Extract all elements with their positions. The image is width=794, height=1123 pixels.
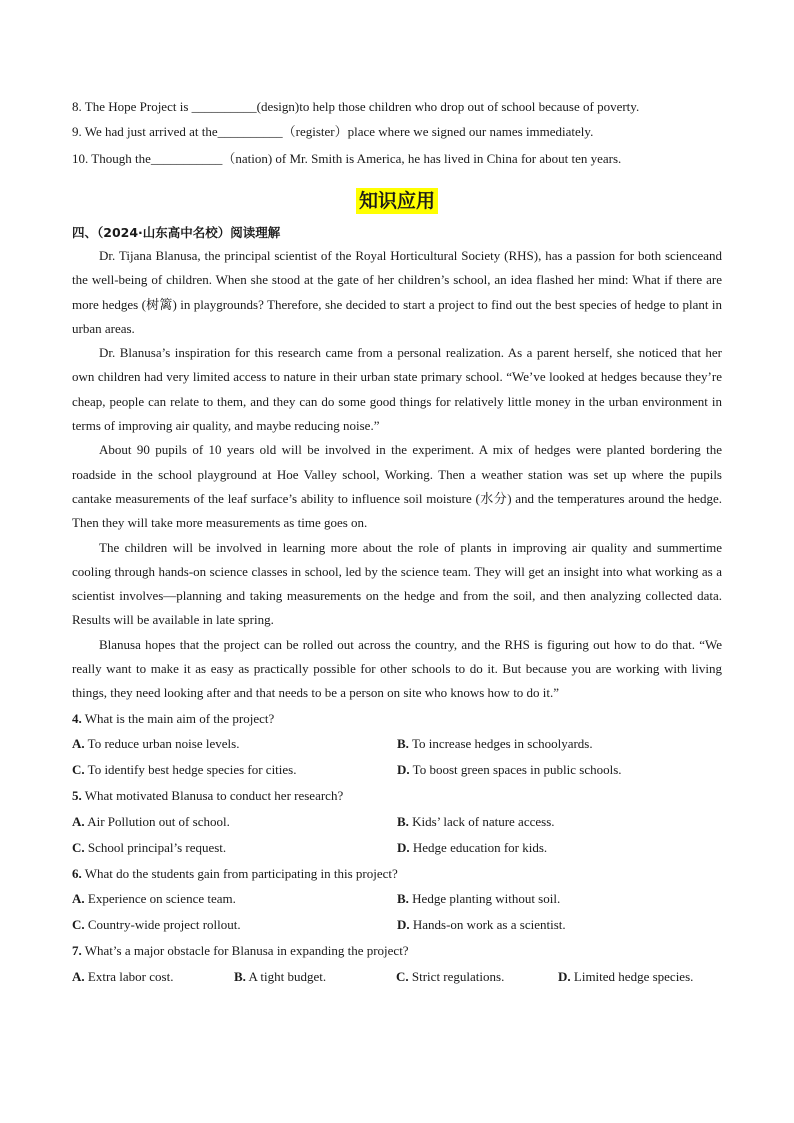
option-c[interactable]: C. To identify best hedge species for cities. [72, 762, 297, 778]
option-row [72, 964, 722, 990]
option-b[interactable]: B. Kids’ lack of nature access. [397, 813, 555, 829]
passage-paragraph: Dr. Blanusa’s inspiration for this research came from a personal realization. As a parent herself, she noticed that her own children had very limited access to nature in their urban state primary school. “We’ve looked at hedges because they’re cheap, people can relate to them, and they can do some good things for relatively little money in the urban environment in terms of improving air quality, and maybe reducing noise.” [72, 345, 722, 434]
question-stem: 7. What’s a major obstacle for Blanusa in expanding the project? [72, 943, 409, 959]
passage-paragraph: The children will be involved in learning more about the role of plants in improving air quality and summertime cooling through hands-on science classes in school, led by the science team. They will get an insight into what working as a scientist involves—planning and taking measurements on the hedge and from the soil, and then analyzing collected data. Results will be available in late spring. [72, 539, 722, 628]
option-d[interactable]: D. Hedge education for kids. [397, 839, 548, 855]
option-b[interactable]: B. To increase hedges in schoolyards. [397, 736, 593, 752]
option-a[interactable]: A. Air Pollution out of school. [72, 813, 230, 829]
question-stem: 4. What is the main aim of the project? [72, 710, 275, 726]
fill-blank-item-10: 10. Though the___________（nation) of Mr. Smith is America, he has lived in China for about ten years. [72, 151, 622, 166]
option-d[interactable]: D. Limited hedge species. [558, 968, 694, 984]
question-4 [72, 706, 722, 784]
option-b[interactable]: B. A tight budget. [234, 968, 327, 984]
option-a[interactable]: A. Extra labor cost. [72, 968, 174, 984]
fill-blank-item-9: 9. We had just arrived at the__________（register）place where we signed our names immediately. [72, 124, 594, 139]
section-banner [72, 188, 722, 218]
option-row [72, 757, 722, 783]
passage-paragraph: About 90 pupils of 10 years old will be involved in the experiment. A mix of hedges were planted bordering the roadside in the school playground at Hoe Valley school, Working. Then a weather station was set up where the pupils cantake measurements of the leaf surface’s ability to influence soil moisture (水分) and the temperatures around the hedge. Then they will take more measurements as time goes on. [72, 442, 722, 531]
option-row [72, 809, 722, 835]
option-c[interactable]: C. Strict regulations. [396, 968, 505, 984]
banner-title: 知识应用 [356, 188, 438, 214]
option-row [72, 886, 722, 912]
question-5 [72, 783, 722, 861]
question-6 [72, 861, 722, 939]
section-heading: 四、（2024·山东高中名校）阅读理解 [72, 225, 281, 240]
reading-passage [72, 244, 722, 706]
option-d[interactable]: D. Hands-on work as a scientist. [397, 917, 566, 933]
question-stem: 6. What do the students gain from participating in this project? [72, 865, 398, 881]
option-d[interactable]: D. To boost green spaces in public schools. [397, 762, 622, 778]
option-c[interactable]: C. School principal’s request. [72, 839, 227, 855]
option-row [72, 835, 722, 861]
option-b[interactable]: B. Hedge planting without soil. [397, 891, 561, 907]
question-7 [72, 938, 722, 990]
option-c[interactable]: C. Country-wide project rollout. [72, 917, 241, 933]
option-a[interactable]: A. To reduce urban noise levels. [72, 736, 240, 752]
fill-blank-item-8: 8. The Hope Project is __________(design)to help those children who drop out of school because of poverty. [72, 99, 640, 114]
document-page [72, 94, 722, 990]
passage-paragraph: Blanusa hopes that the project can be rolled out across the country, and the RHS is figuring out how to do that. “We really want to make it as easy as practically possible for other schools to do it. But because you are working with living things, they need looking after and that needs to be a person on site who knows how to do it.” [72, 636, 722, 701]
option-a[interactable]: A. Experience on science team. [72, 891, 236, 907]
option-row [72, 731, 722, 757]
question-stem: 5. What motivated Blanusa to conduct her research? [72, 788, 344, 804]
option-row [72, 912, 722, 938]
passage-paragraph: Dr. Tijana Blanusa, the principal scientist of the Royal Horticultural Society (RHS), has a passion for both scienceand the well-being of children. When she stood at the gate of her children’s school, an idea flashed her mind: What if there are more hedges (树篱) in playgrounds? Therefore, she decided to start a project to find out the best species of hedge to plant in urban areas. [72, 248, 722, 336]
